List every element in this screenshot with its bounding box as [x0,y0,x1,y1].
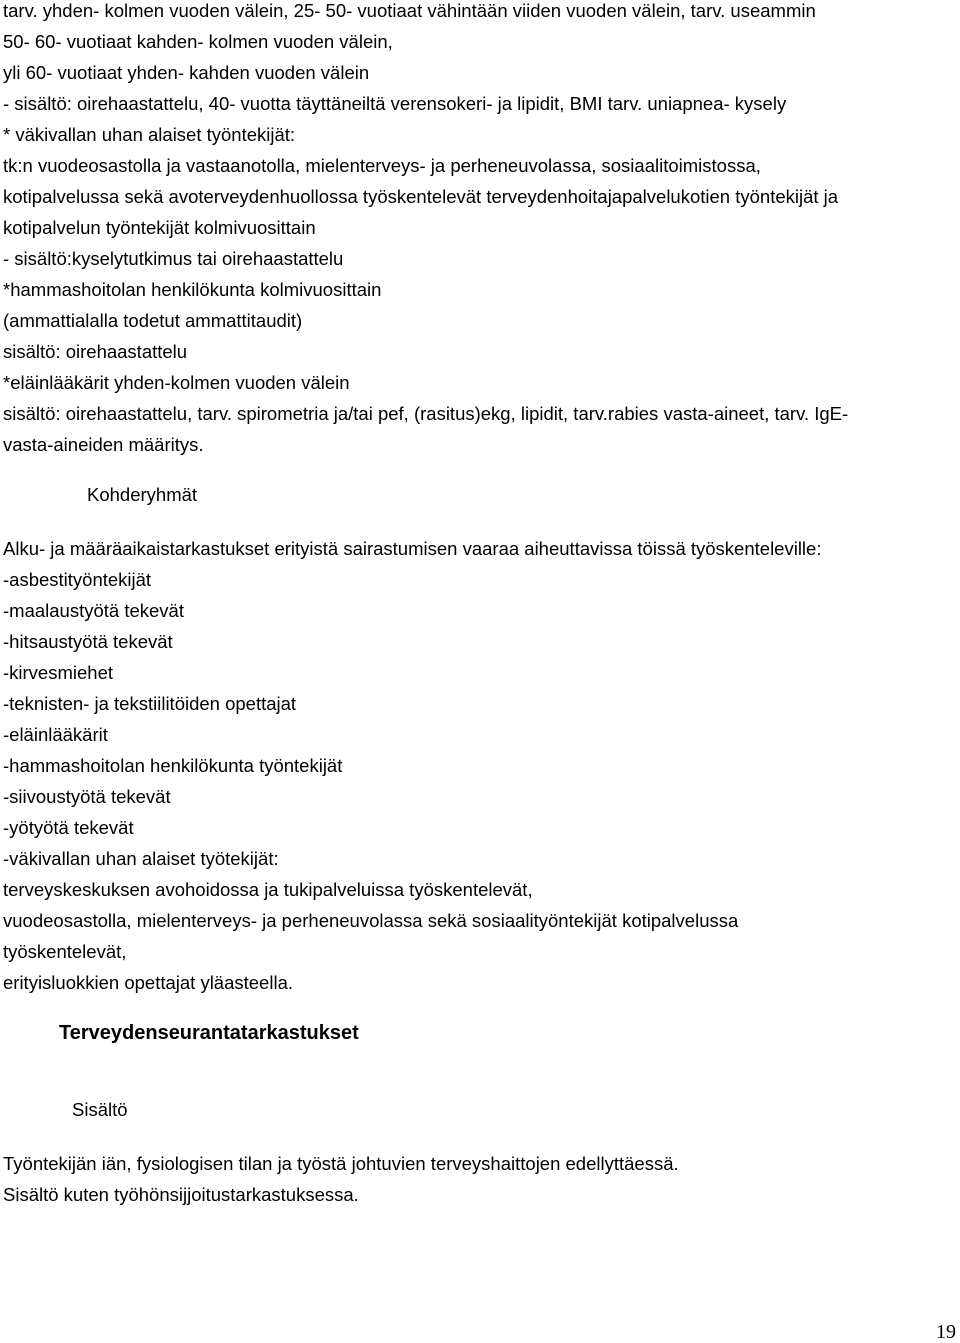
text-line: (ammattialalla todetut ammattitaudit) [3,310,303,331]
text-line: *hammashoitolan henkilökunta kolmivuosittain [3,279,382,300]
content-description-block [3,1148,948,1210]
text-line: 50- 60- vuotiaat kahden- kolmen vuoden välein, [3,31,393,52]
text-line: * väkivallan uhan alaiset työntekijät: [3,124,296,145]
text-line: kotipalvelun työntekijät kolmivuosittain [3,217,316,238]
target-groups-block [3,533,948,998]
subheading-sisalto: Sisältö [72,1099,128,1120]
text-line: kotipalvelussa sekä avoterveydenhuollossa työskentelevät terveydenhoitajapalvelukotien työntekijät ja [3,186,839,207]
text-line: Sisältö kuten työhönsijjoitustarkastuksessa. [3,1184,359,1205]
list-item: -siivoustyötä tekevät [3,786,171,807]
section-heading-kohderyhmat: Kohderyhmät [87,484,198,505]
top-text-block [3,0,948,460]
text-line: - sisältö: oirehaastattelu, 40- vuotta täyttäneiltä verensokeri- ja lipidit, BMI tarv. uniapnea- kysely [3,93,787,114]
text-line: - sisältö:kyselytutkimus tai oirehaastattelu [3,248,344,269]
text-line: *eläinlääkärit yhden-kolmen vuoden välein [3,372,350,393]
list-item: -teknisten- ja tekstiilitöiden opettajat [3,693,297,714]
text-line: työskentelevät, [3,941,127,962]
text-line: vuodeosastolla, mielenterveys- ja perheneuvolassa sekä sosiaalityöntekijät kotipalvelussa [3,910,739,931]
text-line: terveyskeskuksen avohoidossa ja tukipalveluissa työskentelevät, [3,879,533,900]
list-item: -hammashoitolan henkilökunta työntekijät [3,755,343,776]
text-line: Työntekijän iän, fysiologisen tilan ja työstä johtuvien terveyshaittojen edellyttäessä. [3,1153,679,1174]
text-line: vasta-aineiden määritys. [3,434,204,455]
list-item: -eläinlääkärit [3,724,108,745]
text-line: tk:n vuodeosastolla ja vastaanotolla, mielenterveys- ja perheneuvolassa, sosiaalitoimistossa, [3,155,761,176]
list-item: -kirvesmiehet [3,662,113,683]
page-number: 19 [936,1321,956,1343]
text-line: sisältö: oirehaastattelu [3,341,188,362]
text-line: tarv. yhden- kolmen vuoden välein, 25- 50- vuotiaat vähintään viiden vuoden välein, tarv. useammin [3,0,816,21]
text-line: sisältö: oirehaastattelu, tarv. spirometria ja/tai pef, (rasitus)ekg, lipidit, tarv.rabies vasta-aineet, tarv. IgE- [3,403,849,424]
text-line: yli 60- vuotiaat yhden- kahden vuoden välein [3,62,370,83]
list-item: -asbestityöntekijät [3,569,152,590]
list-item: -maalaustyötä tekevät [3,600,184,621]
list-item: -väkivallan uhan alaiset työtekijät: [3,848,279,869]
text-line: Alku- ja määräaikaistarkastukset erityistä sairastumisen vaaraa aiheuttavissa töissä työskenteleville: [3,538,822,559]
section-heading-terveydenseuranta: Terveydenseurantatarkastukset [59,1022,359,1044]
list-item: -yötyötä tekevät [3,817,134,838]
list-item: -hitsaustyötä tekevät [3,631,173,652]
text-line: erityisluokkien opettajat yläasteella. [3,972,293,993]
